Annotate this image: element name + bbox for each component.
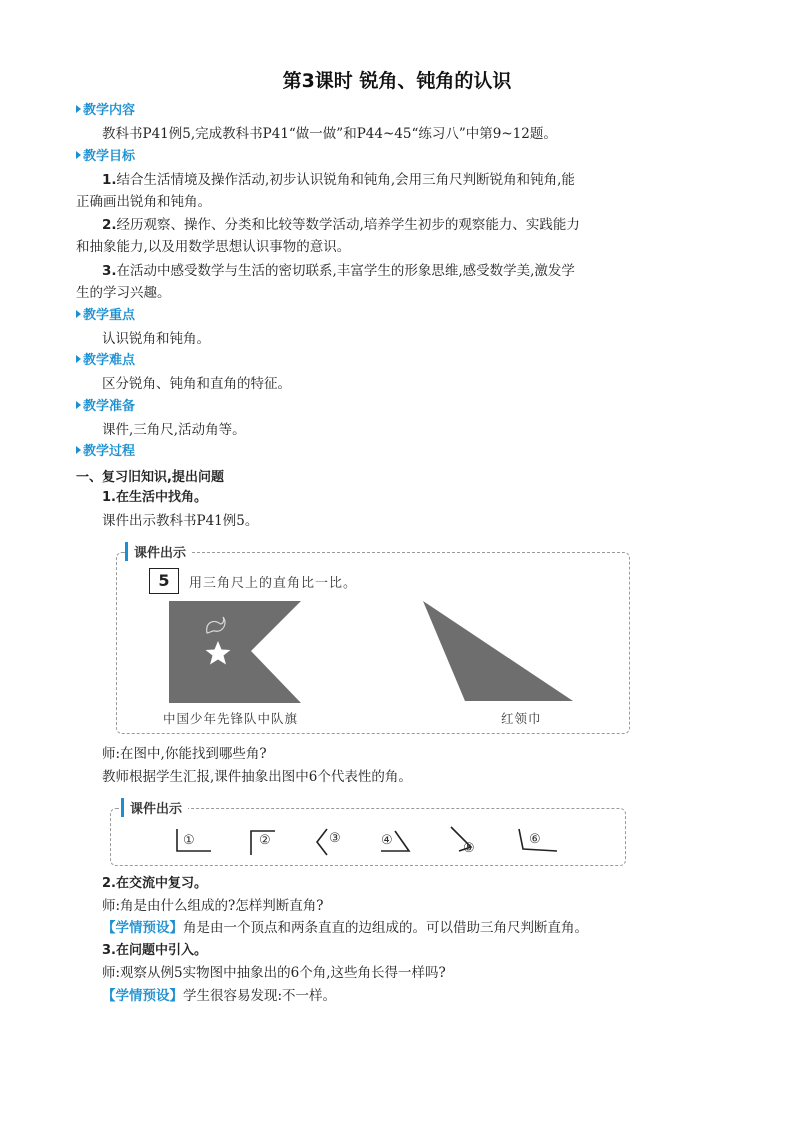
- heading-label: 教学内容: [83, 103, 136, 118]
- goal-3-line1: [102, 261, 575, 281]
- preset-text: 学生很容易发现:不一样。: [183, 988, 337, 1004]
- goal-1-line1: [102, 170, 575, 190]
- angle-label: ③: [329, 831, 342, 846]
- scarf-shape: [423, 601, 573, 701]
- teacher-question-3: 师:观察从例5实物图中抽象出的6个角,这些角长得一样吗?: [102, 965, 446, 981]
- goal-number: 2.: [102, 217, 117, 233]
- example-instruction: 用三角尺上的直角比一比。: [189, 576, 358, 591]
- step-1-text: 课件出示教科书P41例5。: [102, 513, 259, 529]
- red-scarf-image: [417, 601, 577, 707]
- goal-text: 在活动中感受数学与生活的密切联系,丰富学生的形象思维,感受数学美,激发学: [116, 263, 575, 279]
- courseware-box-1: [116, 546, 630, 734]
- triangle-bullet-icon: [76, 446, 81, 454]
- goal-2-line1: [102, 215, 580, 235]
- heading-label: 教学目标: [83, 149, 136, 164]
- step-1: 1.在生活中找角。: [102, 490, 207, 505]
- preset-1: [102, 918, 588, 938]
- courseware-tag: 课件出示: [125, 542, 192, 561]
- triangle-bullet-icon: [76, 401, 81, 409]
- heading-label: 教学准备: [83, 399, 136, 414]
- example-number: 5: [149, 568, 179, 594]
- key-text: 认识锐角和钝角。: [102, 331, 210, 347]
- heading-goals: [76, 148, 135, 166]
- step-2: 2.在交流中复习。: [102, 876, 207, 891]
- prep-text: 课件,三角尺,活动角等。: [102, 422, 246, 438]
- angle-label: ①: [183, 833, 196, 848]
- heading-label: 教学过程: [83, 444, 136, 459]
- heading-difficulty: [76, 352, 135, 370]
- angle-label: ⑥: [529, 832, 542, 847]
- preset-tag: 【学情预设】: [102, 988, 183, 1004]
- heading-key: [76, 307, 135, 325]
- heading-label: 教学难点: [83, 353, 136, 368]
- angle-label: ②: [259, 833, 272, 848]
- goal-text: 经历观察、操作、分类和比较等数学活动,培养学生初步的观察能力、实践能力: [116, 217, 580, 233]
- goal-text: 结合生活情境及操作活动,初步认识锐角和钝角,会用三角尺判断锐角和钝角,能: [116, 172, 575, 188]
- triangle-bullet-icon: [76, 355, 81, 363]
- goal-2-line2: 和抽象能力,以及用数学思想认识事物的意识。: [76, 239, 351, 255]
- heading-process: [76, 443, 135, 461]
- scarf-caption: 红领巾: [501, 711, 542, 726]
- teacher-question-1: 师:在图中,你能找到哪些角?: [102, 746, 267, 762]
- heading-prep: [76, 398, 135, 416]
- goal-number: 3.: [102, 263, 117, 279]
- goal-1-line2: 正确画出锐角和钝角。: [76, 194, 211, 210]
- courseware-box-2: [110, 802, 626, 866]
- triangle-bullet-icon: [76, 310, 81, 318]
- preset-text: 角是由一个顶点和两条直直的边组成的。可以借助三角尺判断直角。: [183, 920, 588, 936]
- step-3: 3.在问题中引入。: [102, 943, 207, 958]
- teacher-question-2: 师:角是由什么组成的?怎样判断直角?: [102, 898, 324, 914]
- courseware-tag: 课件出示: [121, 798, 188, 817]
- triangle-bullet-icon: [76, 151, 81, 159]
- angle-label: ④: [381, 833, 394, 848]
- preset-tag: 【学情预设】: [102, 920, 183, 936]
- content-text: 教科书P41例5,完成教科书P41“做一做”和P44~45“练习八”中第9~12题。: [102, 126, 557, 142]
- page-title: 第3课时 锐角、钝角的认识: [282, 70, 512, 92]
- heading-content: [76, 102, 135, 120]
- preset-2: [102, 986, 336, 1006]
- section-title: 一、复习旧知识,提出问题: [76, 470, 224, 485]
- angle-3-icon: [317, 829, 327, 855]
- flag-shape: [169, 601, 301, 703]
- heading-label: 教学重点: [83, 308, 136, 323]
- squadron-flag-image: [169, 601, 309, 705]
- goal-3-line2: 生的学习兴趣。: [76, 285, 171, 301]
- difficulty-text: 区分锐角、钝角和直角的特征。: [102, 376, 291, 392]
- triangle-bullet-icon: [76, 105, 81, 113]
- flag-caption: 中国少年先锋队中队旗: [163, 711, 299, 726]
- goal-number: 1.: [102, 172, 117, 188]
- teacher-report: 教师根据学生汇报,课件抽象出图中6个代表性的角。: [102, 769, 412, 785]
- angle-label: ⑤: [463, 841, 476, 856]
